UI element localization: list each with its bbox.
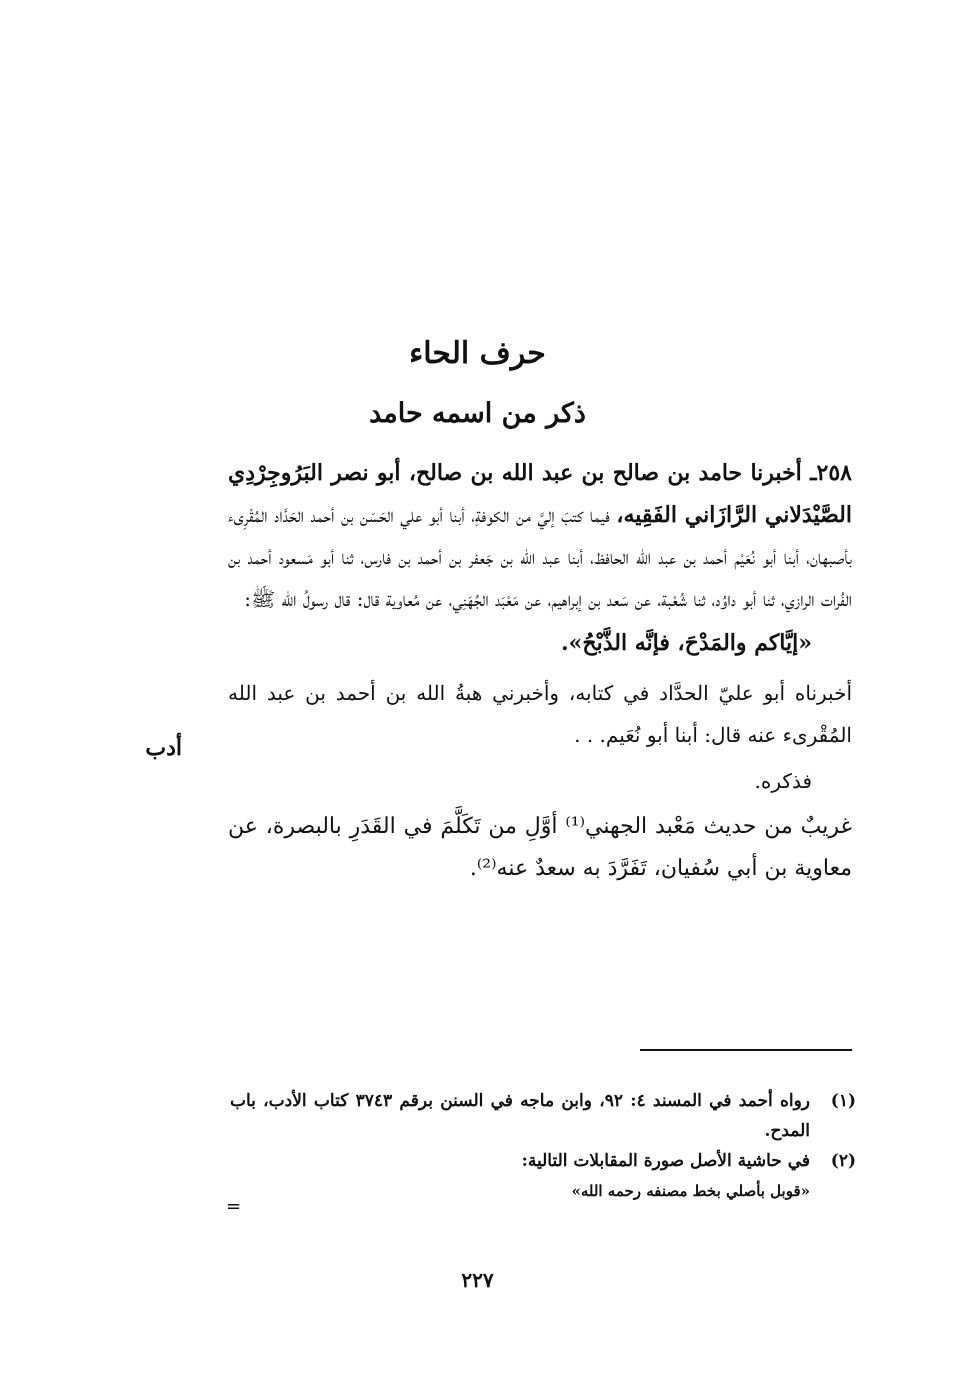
chapter-title: حرف الحاء	[409, 336, 546, 371]
hadith-text: «إيَّاكم والمَدْحَ، فإنَّه الذَّبْحُ».	[560, 630, 812, 656]
fadhkarahu-text: فذكره.	[754, 769, 812, 793]
footnote-1	[230, 1086, 856, 1146]
footnote-separator	[640, 1049, 852, 1051]
footnote-2	[230, 1146, 856, 1176]
page-number: ٢٢٧	[461, 1268, 494, 1292]
footnote-number: (٢)	[830, 1151, 856, 1171]
verdict-text: غريبٌ من حديث مَعْبد الجهني⁽¹⁾ أوَّلِ من تَكَلَّمَ في القَدَرِ بالبصرة، عن معاوية بن أبي سُفيان، تَفَرَّدَ به سعدٌ عنه⁽²⁾.	[228, 814, 852, 881]
main-text	[228, 452, 852, 890]
footnote-text: في حاشية الأصل صورة المقابلات التالية:	[521, 1151, 810, 1171]
entry-heading: ٢٥٨ـ أخبرنا حامد بن صالح بن عبد الله بن صالح، أبو نصر البَرُوجِرْدِي الصَّيْدَلاني الرَّازَاني الفَقِيه،	[228, 460, 852, 528]
isnad-chain: فيما كتبَ إليَّ من الكوفةِ، أبنا أبو علي الحَسَن بن أحمد الحَدَّاد المُقْرِىء بأصبهان، أبنا أبو نُعَيْم أحمد بن عبد الله الحافظ، أبنا عبد الله بن جَعفر بن أحمد بن فارس، ثنا أبو مَسعود أحمد بن الفُرات الرازي، ثنا أبو داوُد، ثنا شُعْبة، عن سَعد بن إبراهيم، عن مَعْبَد الجُهَنِي، عن مُعاوية قال: قال رسولُ الله ﷺ:	[228, 503, 852, 611]
footnote-number: (١)	[830, 1091, 856, 1111]
footnote-quote: «قوبل بأصلي بخط مصنفه رحمه الله»	[571, 1182, 810, 1200]
footnote-text: رواه أحمد في المسند ٤: ٩٢، وابن ماجه في السنن برقم ٣٧٤٣ كتاب الأدب، باب المدح.	[230, 1091, 811, 1141]
second-chain: أخبرناه أبو عليّ الحدَّاد في كتابه، وأخبرني هبةُ الله بن أحمد بن عبد الله المُقْرىء عنه قال: أبنا أبو نُعَيم. . .	[228, 681, 852, 747]
footnotes	[230, 1086, 856, 1206]
continuation-mark: =	[226, 1196, 242, 1217]
entry-paragraph	[228, 452, 852, 620]
margin-note: أدب	[145, 735, 182, 761]
section-title: ذكر من اسمه حامد	[369, 398, 586, 429]
